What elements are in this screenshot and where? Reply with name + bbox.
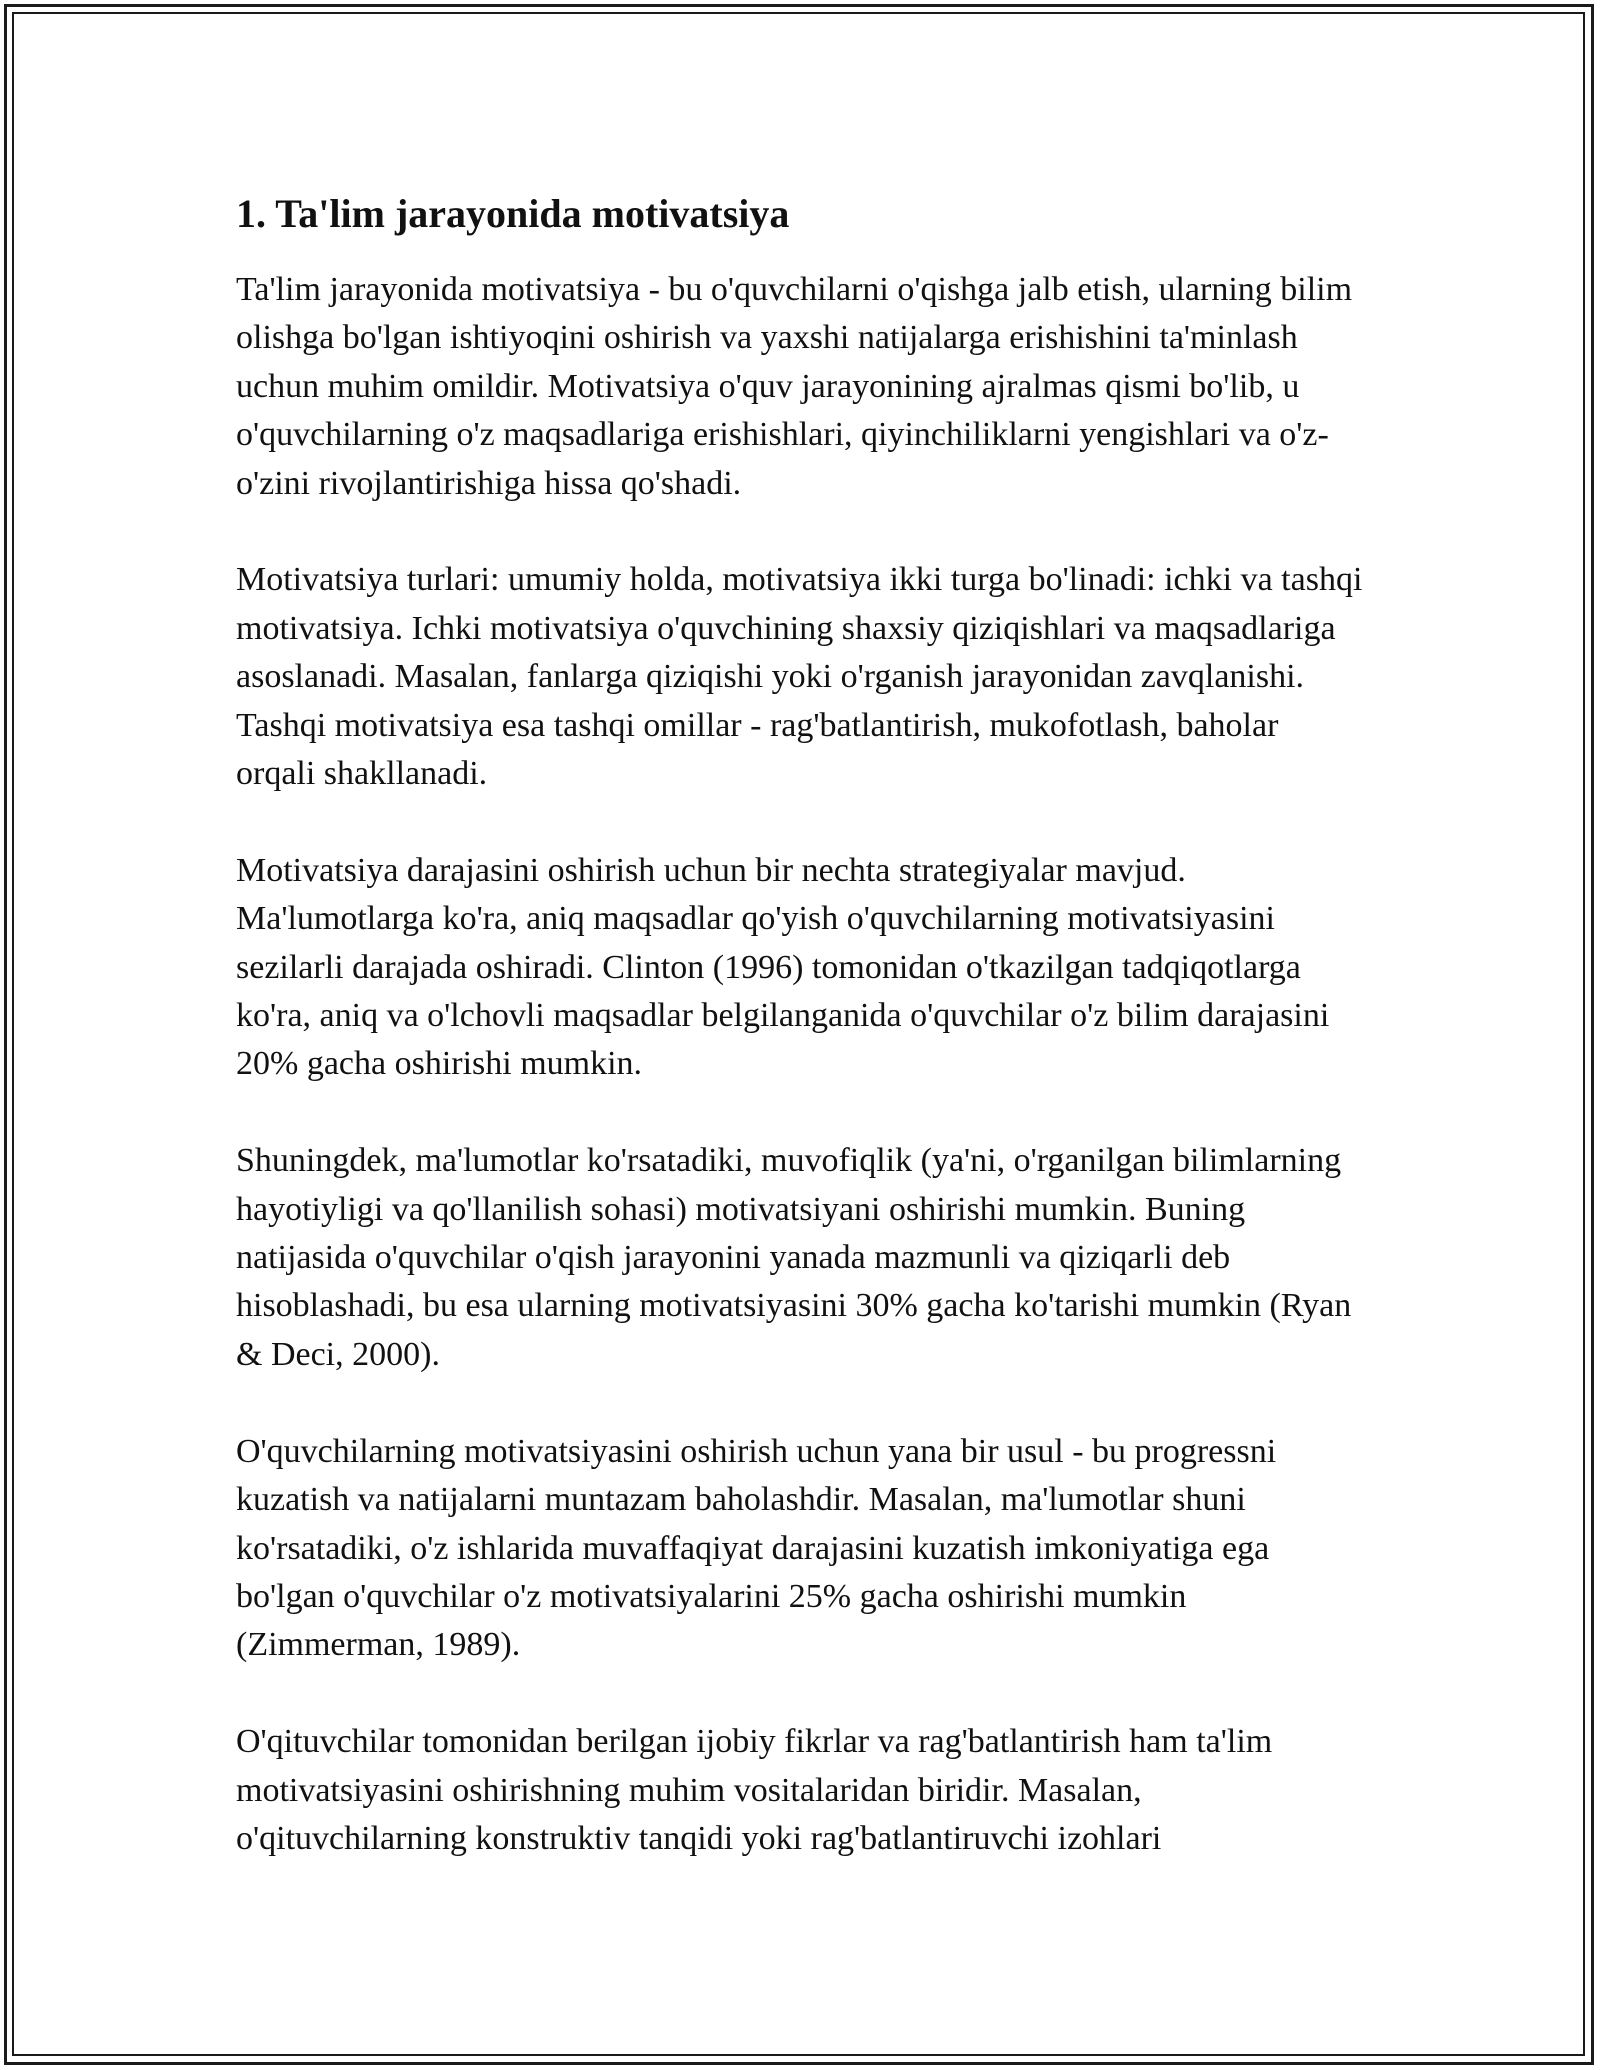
paragraph-feedback: O'qituvchilar tomonidan berilgan ijobiy fikrlar va rag'batlantirish ham ta'lim motivatsiyasini oshirishning muhim vositalaridan biridir. Masalan, o'qituvchilarning konstruktiv tanqidi yoki rag'batlantiruvchi izohlari — [236, 1723, 1273, 1857]
paragraph-motivation-types: Motivatsiya turlari: umumiy holda, motivatsiya ikki turga bo'linadi: ichki va tashqi motivatsiya. Ichki motivatsiya o'quvchining shaxsiy qiziqishlari va maqsadlariga asoslanadi. Masalan, fanlarga qiziqishi yoki o'rganish jarayonidan zavqlanishi. Tashqi motivatsiya esa tashqi omillar - rag'batlantirish, mukofotlash, baholar orqali shakllanadi. — [236, 561, 1363, 793]
paragraph-relevance: Shuningdek, ma'lumotlar ko'rsatadiki, muvofiqlik (ya'ni, o'rganilgan bilimlarning hayotiyligi va qo'llanilish sohasi) motivatsiyani oshirishi mumkin. Buning natijasida o'quvchilar o'qish jarayonini yanada mazmunli va qiziqarli deb hisoblashadi, bu esa ularning motivatsiyasini 30% gacha ko'tarishi mumkin (Ryan & Deci, 2000). — [236, 1142, 1352, 1373]
paragraph-progress-tracking: O'quvchilarning motivatsiyasini oshirish uchun yana bir usul - bu progressni kuzatish va natijalarni muntazam baholashdir. Masalan, ma'lumotlar shuni ko'rsatadiki, o'z ishlarida muvaffaqiyat darajasini kuzatish imkoniyatiga ega bo'lgan o'quvchilar o'z motivatsiyalarini 25% gacha oshirishi mumkin (Zimmerman, 1989). — [236, 1432, 1277, 1664]
paragraph-goal-strategies: Motivatsiya darajasini oshirish uchun bir nechta strategiyalar mavjud. Ma'lumotlarga ko'ra, aniq maqsadlar qo'yish o'quvchilarning motivatsiyasini sezilarli darajada oshiradi. Clinton (1996) tomonidan o'tkazilgan tadqiqotlarga ko'ra, aniq va o'lchovli maqsadlar belgilanganida o'quvchilar o'z bilim darajasini 20% gacha oshirishi mumkin. — [236, 851, 1330, 1083]
document-body — [236, 188, 1366, 1863]
section-heading: 1. Ta'lim jarayonida motivatsiya — [236, 191, 790, 236]
paragraph-intro: Ta'lim jarayonida motivatsiya - bu o'quvchilarni o'qishga jalb etish, ularning bilim olishga bo'lgan ishtiyoqini oshirish va yaxshi natijalarga erishishini ta'minlash uchun muhim omildir. Motivatsiya o'quv jarayonining ajralmas qismi bo'lib, u o'quvchilarning o'z maqsadlariga erishishlari, qiyinchiliklarni yengishlari va o'z-o'zini rivojlantirishiga hissa qo'shadi. — [236, 271, 1353, 502]
